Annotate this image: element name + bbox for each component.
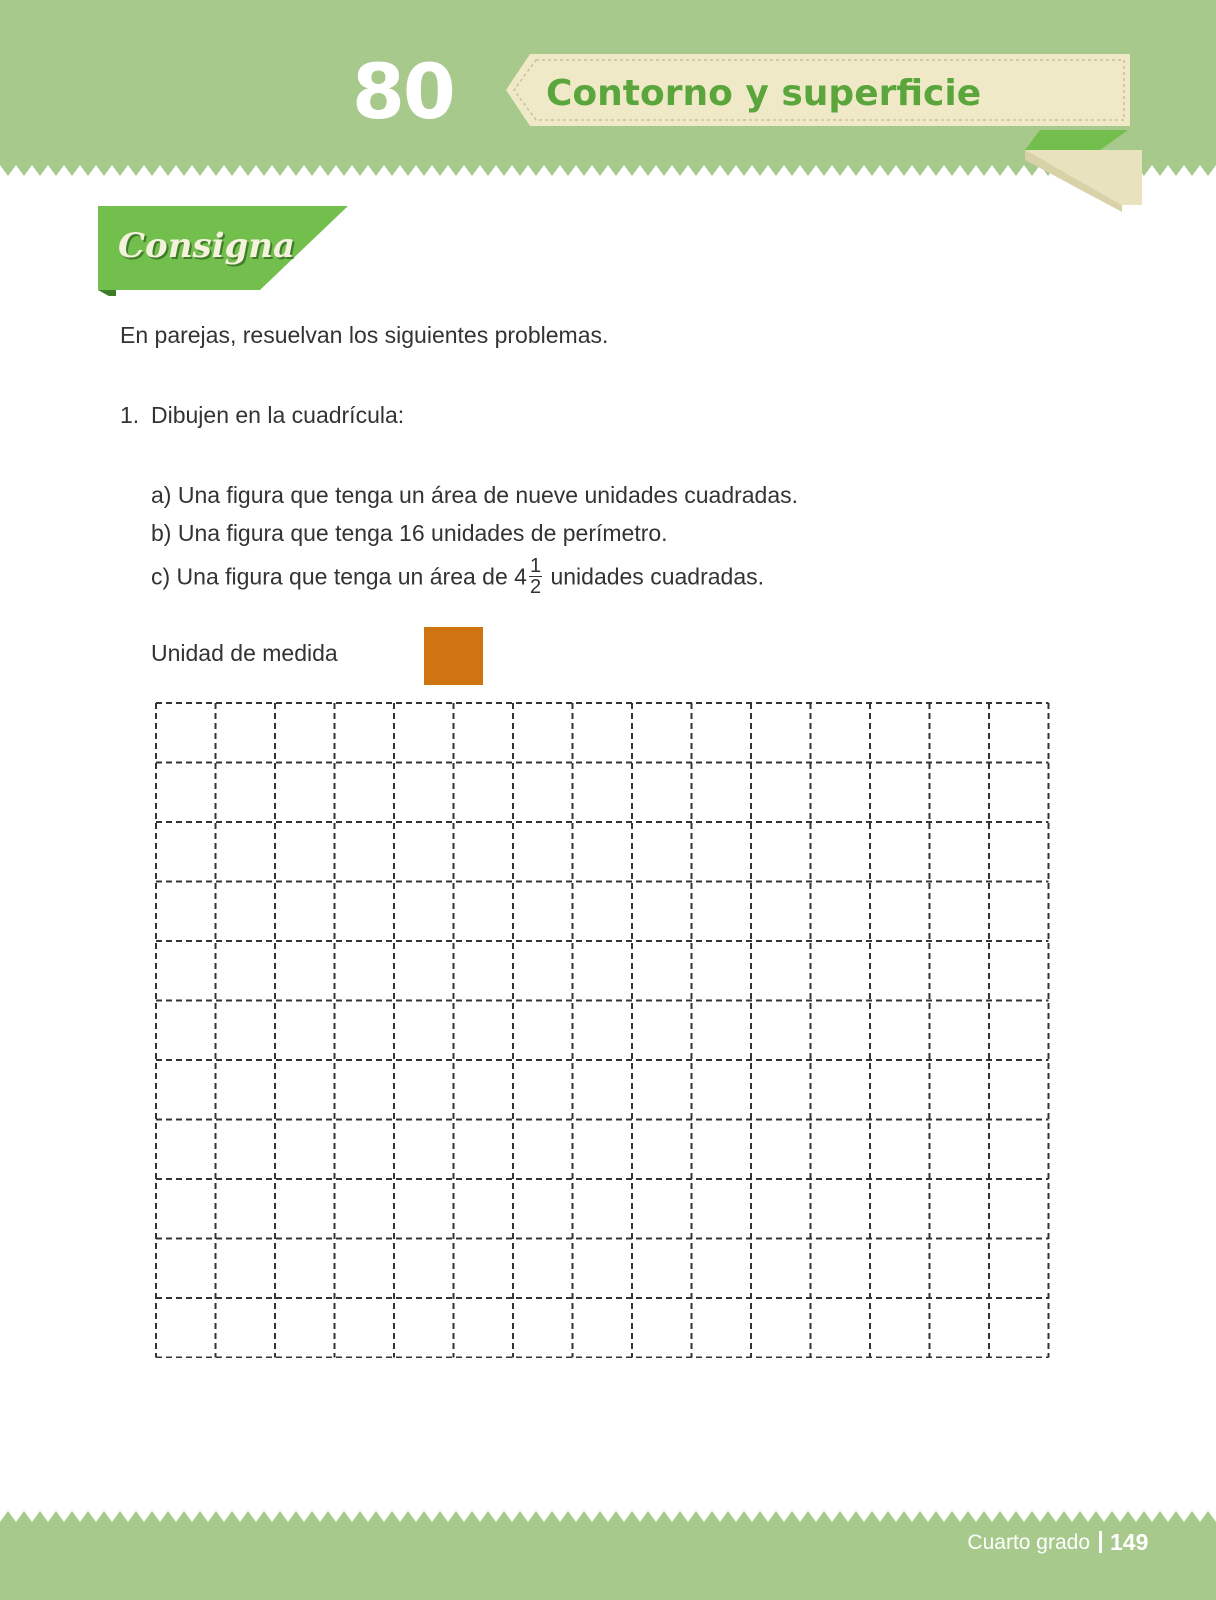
unit-label: Unidad de medida [151,640,338,666]
item-b: b) Una figura que tenga 16 unidades de perímetro. [151,520,668,546]
question-number: 1. [120,402,140,428]
lesson-number: 80 [352,47,454,136]
mixed-fraction [529,556,542,597]
item-a: a) Una figura que tenga un área de nueve unidades cuadradas. [151,482,799,508]
page-number: 149 [1110,1529,1149,1555]
item-c-text-after: unidades cuadradas. [550,563,765,590]
consigna-label: Consigna [118,226,296,266]
fraction-numerator: 1 [529,555,542,577]
lesson-title: Contorno y superficie [546,73,982,114]
footer-separator [1099,1531,1102,1553]
footer-grade: Cuarto grado [967,1531,1090,1554]
intro-text: En parejas, resuelvan los siguientes problemas. [120,322,609,348]
fraction-denominator: 2 [529,576,542,598]
item-c [151,555,765,599]
unit-square [424,627,483,685]
item-c-text-before: c) Una figura que tenga un área de 4 [151,563,527,590]
question-text: Dibujen en la cuadrícula: [151,402,405,428]
dashed-grid[interactable] [155,702,1051,1358]
